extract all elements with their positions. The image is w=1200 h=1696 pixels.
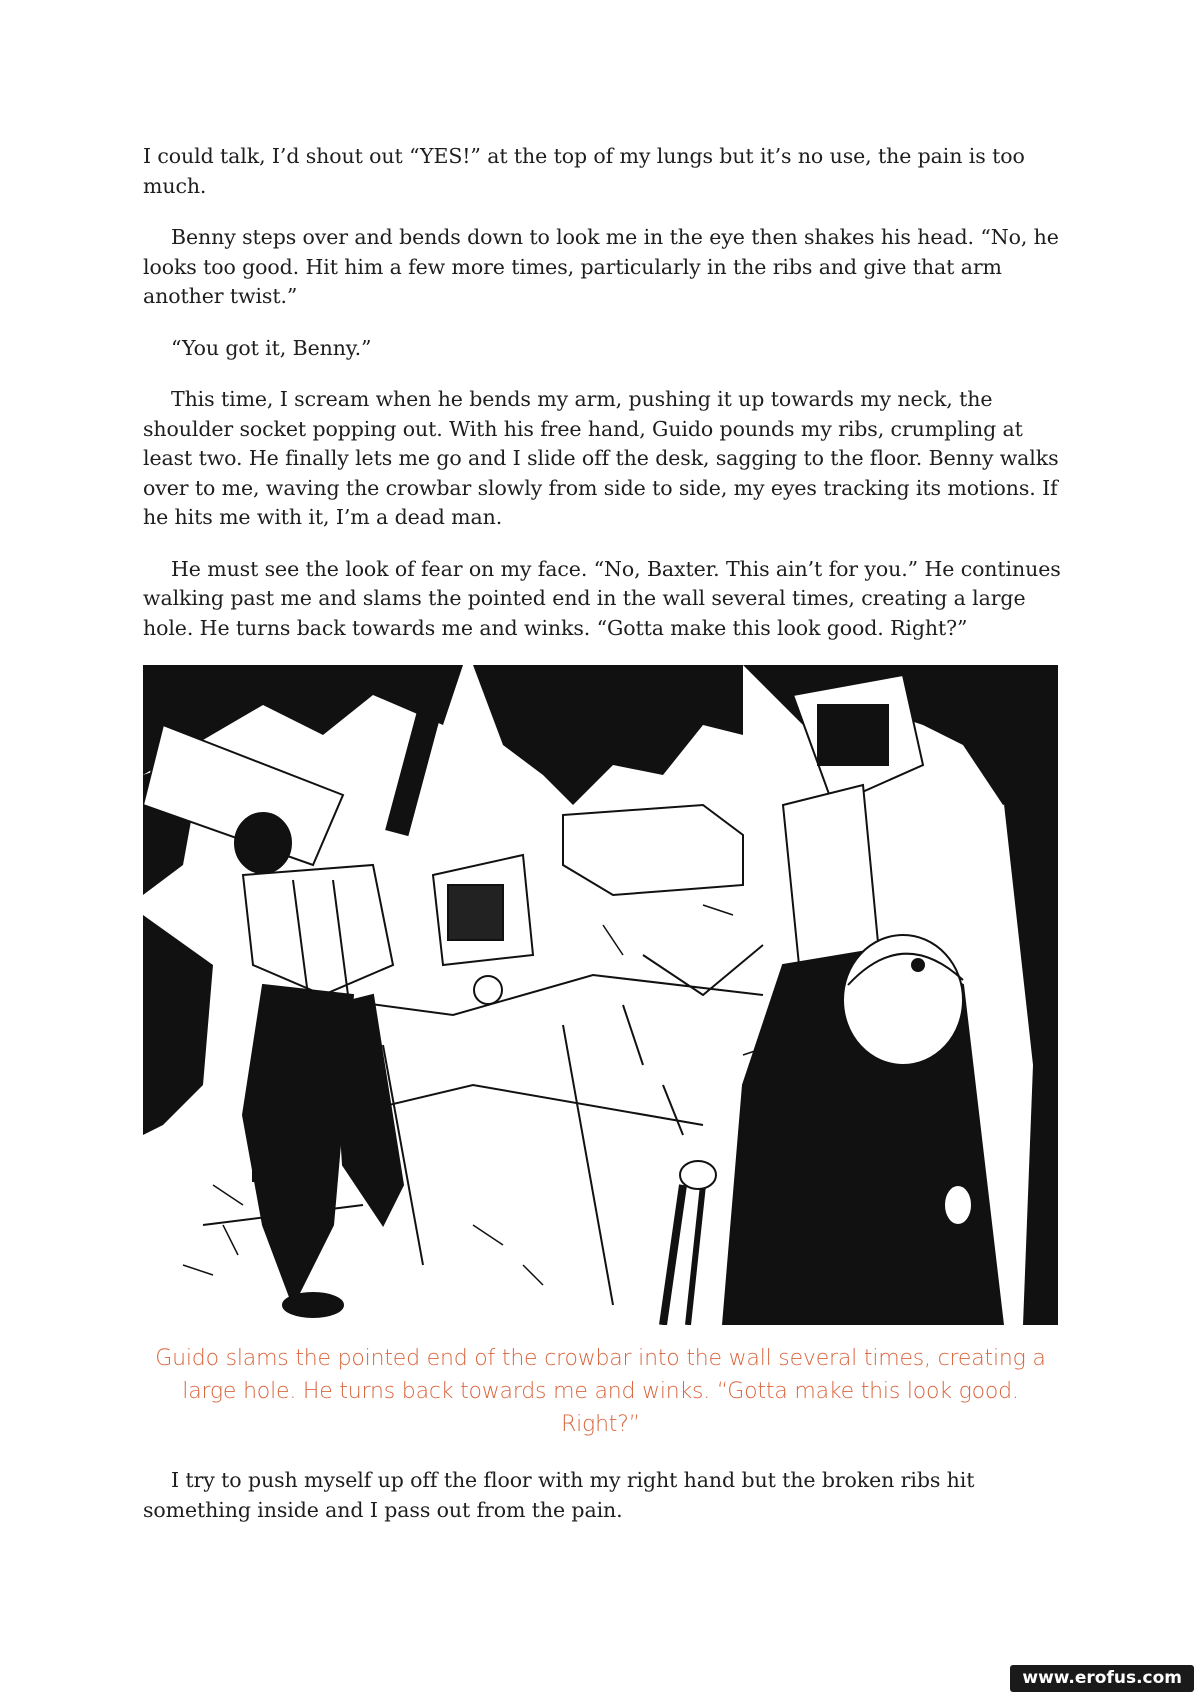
paragraph: This time, I scream when he bends my arm, pushing it up towards my neck, the shoulder socket popping out. With his free hand, Guido pounds my ribs, crumpling at least two. He finally lets me go and I slide off the desk, sagging to the floor. Benny walks over to me, waving the crowbar slowly from side to side, my eyes tracking its motions. If he hits me with it, I’m a dead man. [143,387,1059,529]
ink-illustration [143,665,1058,1325]
illustration-caption: Guido slams the pointed end of the crowbar into the wall several times, creating a large hole. He turns back towards me and winks. “Gotta make this look good. Right?” [155,1346,1046,1437]
paragraph: “You got it, Benny.” [171,335,372,360]
paragraph: I could talk, I’d shout out “YES!” at the top of my lungs but it’s no use, the pain is too much. [143,144,1025,198]
paragraph: He must see the look of fear on my face. “No, Baxter. This ain’t for you.” He continues walking past me and slams the pointed end in the wall several times, creating a large hole. He turns back towards me and winks. “Gotta make this look good. Right?” [143,556,1061,640]
paragraph: Benny steps over and bends down to look me in the eye then shakes his head. “No, he looks too good. Hit him a few more times, particularly in the ribs and give that arm another twist.” [143,225,1059,308]
body-text-top [143,142,1063,643]
body-text-bottom [143,1466,1063,1525]
paragraph: I try to push myself up off the floor with my right hand but the broken ribs hit something inside and I pass out from the pain. [143,1468,975,1522]
site-watermark[interactable]: www.erofus.com [1010,1665,1194,1692]
